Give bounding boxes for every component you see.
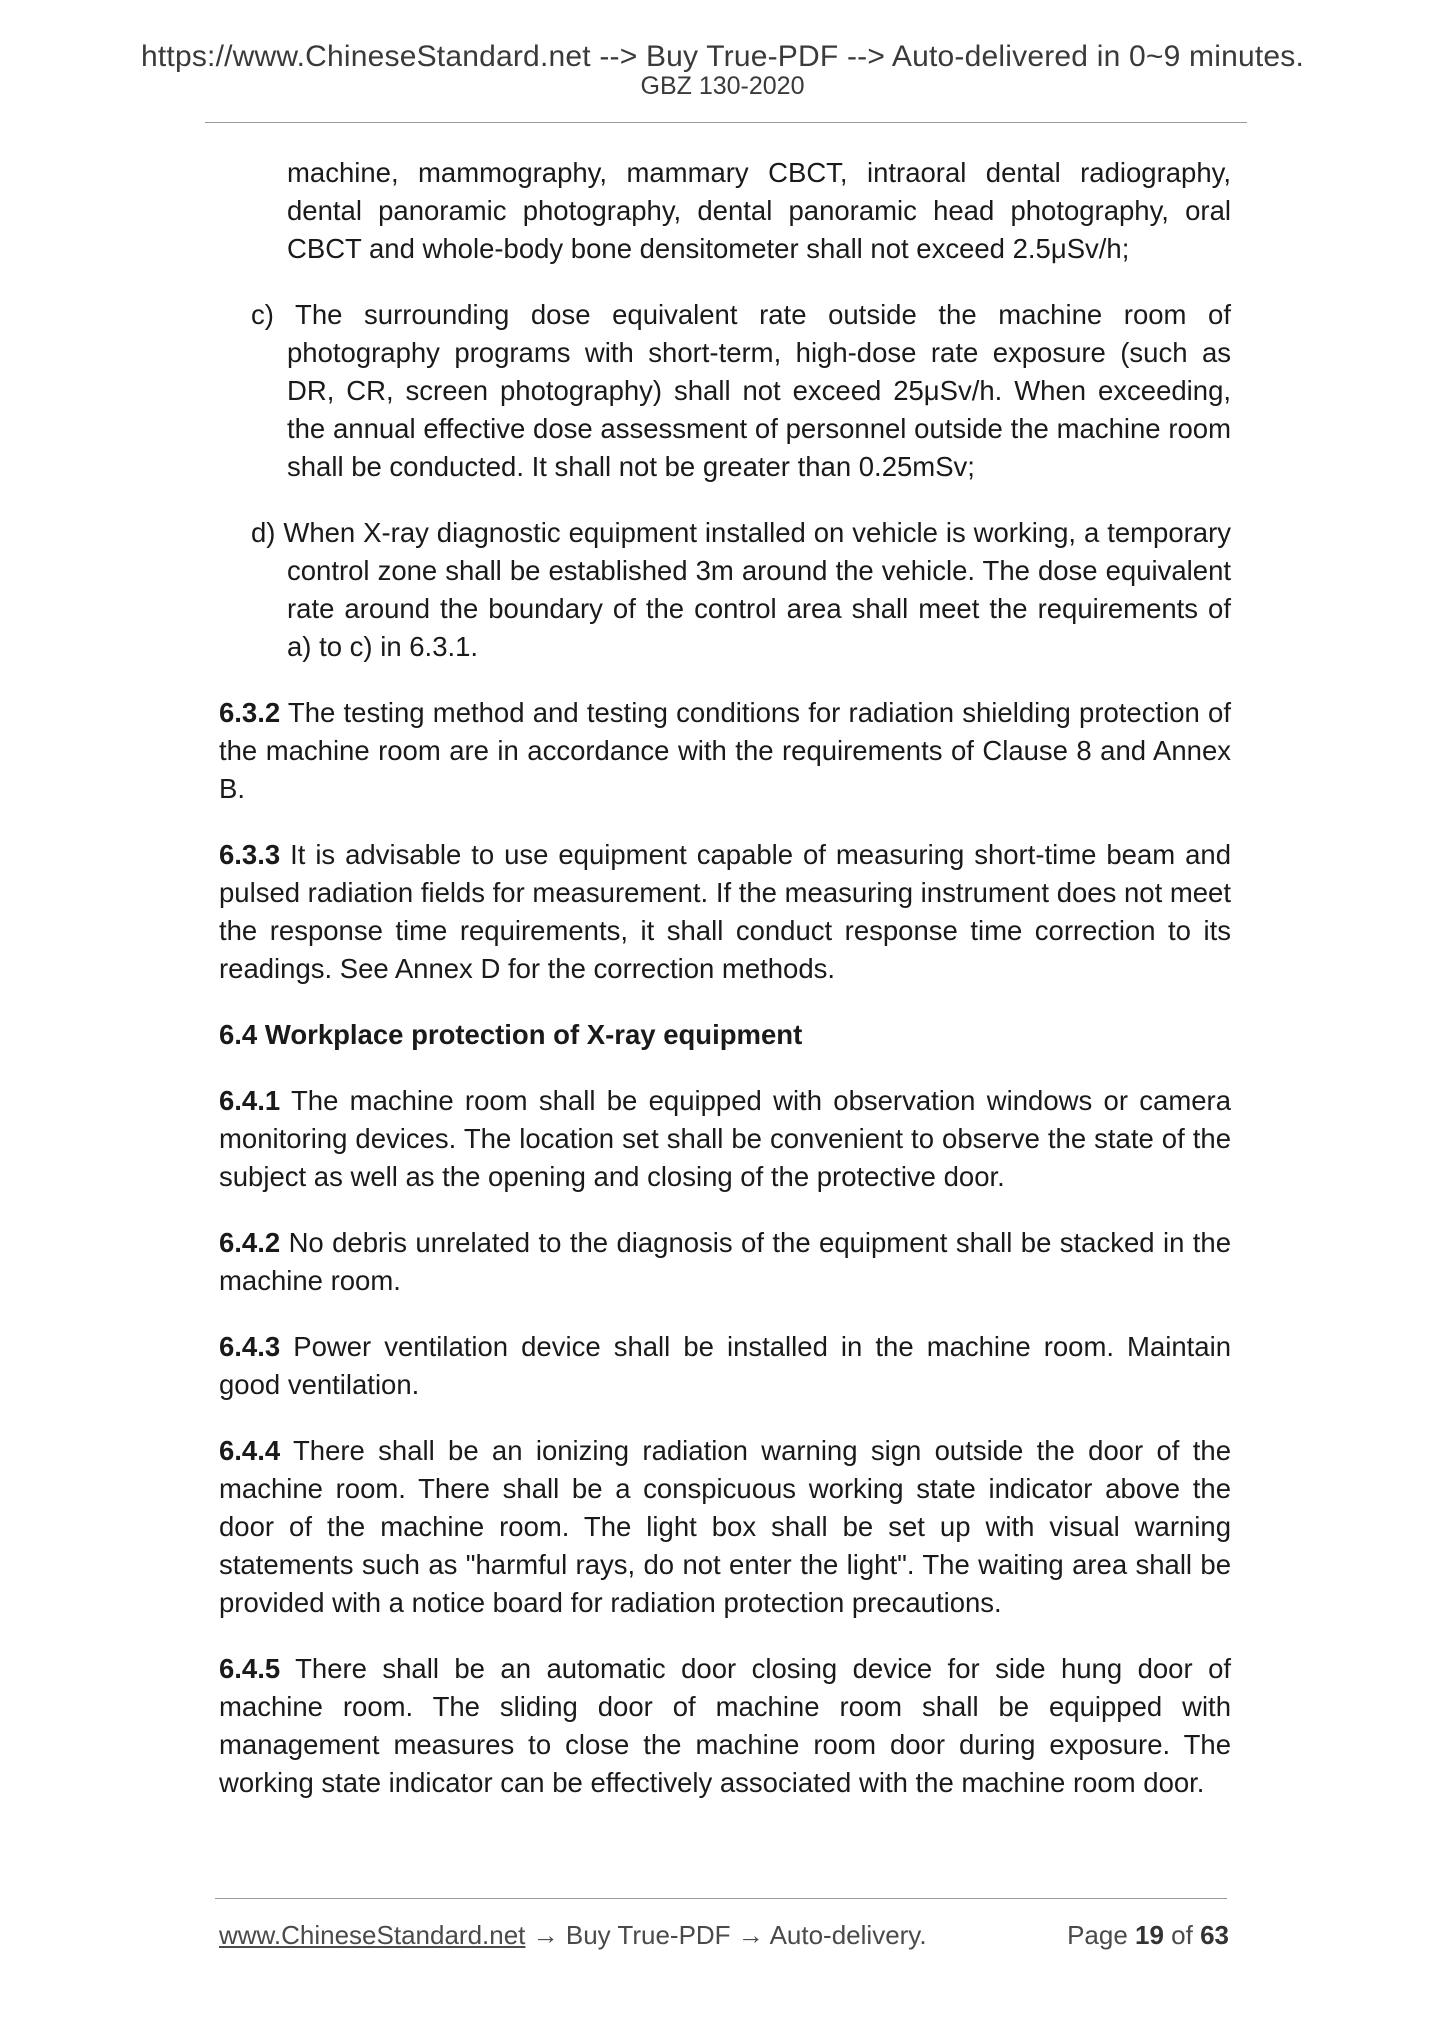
footer-divider bbox=[215, 1898, 1227, 1899]
section-heading-6-4: 6.4 Workplace protection of X-ray equipment bbox=[219, 1019, 803, 1050]
clause-number: 6.4.1 bbox=[219, 1085, 281, 1116]
page-number: 19 bbox=[1135, 1920, 1164, 1950]
clause-number: 6.4.4 bbox=[219, 1435, 281, 1466]
page-label: Page bbox=[1067, 1920, 1136, 1950]
clause-text: It is advisable to use equipment capable of measuring short-time beam and pulsed radiation fields for measurement. If the measuring instrument does not meet the response time requirements, it shall conduct response time correction to its readings. See Annex D for the correction methods. bbox=[219, 839, 1231, 984]
clause-text: Power ventilation device shall be installed in the machine room. Maintain good ventilation. bbox=[219, 1331, 1231, 1400]
clause-number: 6.4.5 bbox=[219, 1653, 281, 1684]
of-label: of bbox=[1163, 1920, 1201, 1950]
page-total: 63 bbox=[1200, 1920, 1229, 1950]
clause-text: There shall be an automatic door closing device for side hung door of machine room. The sliding door of machine room shall be equipped with management measures to close the machine room door during exposure. The working state indicator can be effectively associated with the machine room door. bbox=[219, 1653, 1231, 1798]
clause-text: The machine room shall be equipped with observation windows or camera monitoring devices. The location set shall be convenient to observe the state of the subject as well as the opening and closing of the protective door. bbox=[219, 1085, 1231, 1192]
clause-6-4-3 bbox=[219, 1328, 1231, 1404]
clause-number: 6.3.3 bbox=[219, 839, 281, 870]
page-indicator bbox=[1067, 1920, 1229, 1951]
page-content bbox=[219, 154, 1231, 1802]
clause-text: The testing method and testing conditions for radiation shielding protection of the machine room are in accordance with the requirements of Clause 8 and Annex B. bbox=[219, 697, 1231, 804]
clause-number: 6.4.2 bbox=[219, 1227, 281, 1258]
footer-tagline: → Buy True-PDF → Auto-delivery. bbox=[525, 1920, 927, 1950]
clause-6-4-5 bbox=[219, 1650, 1231, 1802]
clause-6-4-1 bbox=[219, 1082, 1231, 1196]
document-code: GBZ 130-2020 bbox=[640, 72, 805, 100]
item-b-continuation: machine, mammography, mammary CBCT, intraoral dental radiography, dental panoramic photography, dental panoramic head photography, oral CBCT and whole-body bone densitometer shall not exceed 2.5μSv/h; bbox=[287, 157, 1231, 264]
clause-6-3-3 bbox=[219, 836, 1231, 988]
clause-number: 6.3.2 bbox=[219, 697, 281, 728]
clause-6-3-2 bbox=[219, 694, 1231, 808]
list-item-c: c) The surrounding dose equivalent rate outside the machine room of photography programs with short-term, high-dose rate exposure (such as DR, CR, screen photography) shall not exceed 25μSv/h. When exceeding, the annual effective dose assessment of personnel outside the machine room shall be conducted. It shall not be greater than 0.25mSv; bbox=[251, 299, 1231, 482]
top-banner: https://www.ChineseStandard.net --> Buy True-PDF --> Auto-delivered in 0~9 minutes. bbox=[141, 40, 1304, 73]
clause-text: No debris unrelated to the diagnosis of the equipment shall be stacked in the machine room. bbox=[219, 1227, 1231, 1296]
clause-6-4-4 bbox=[219, 1432, 1231, 1622]
header-divider bbox=[205, 122, 1247, 123]
page-footer bbox=[219, 1920, 1229, 1951]
clause-text: There shall be an ionizing radiation warning sign outside the door of the machine room. There shall be a conspicuous working state indicator above the door of the machine room. The light box shall be set up with visual warning statements such as "harmful rays, do not enter the light". The waiting area shall be provided with a notice board for radiation protection precautions. bbox=[219, 1435, 1231, 1618]
footer-site-link[interactable]: www.ChineseStandard.net bbox=[219, 1920, 526, 1950]
list-item-d: d) When X-ray diagnostic equipment installed on vehicle is working, a temporary control zone shall be established 3m around the vehicle. The dose equivalent rate around the boundary of the control area shall meet the requirements of a) to c) in 6.3.1. bbox=[251, 517, 1231, 662]
clause-6-4-2 bbox=[219, 1224, 1231, 1300]
clause-number: 6.4.3 bbox=[219, 1331, 281, 1362]
